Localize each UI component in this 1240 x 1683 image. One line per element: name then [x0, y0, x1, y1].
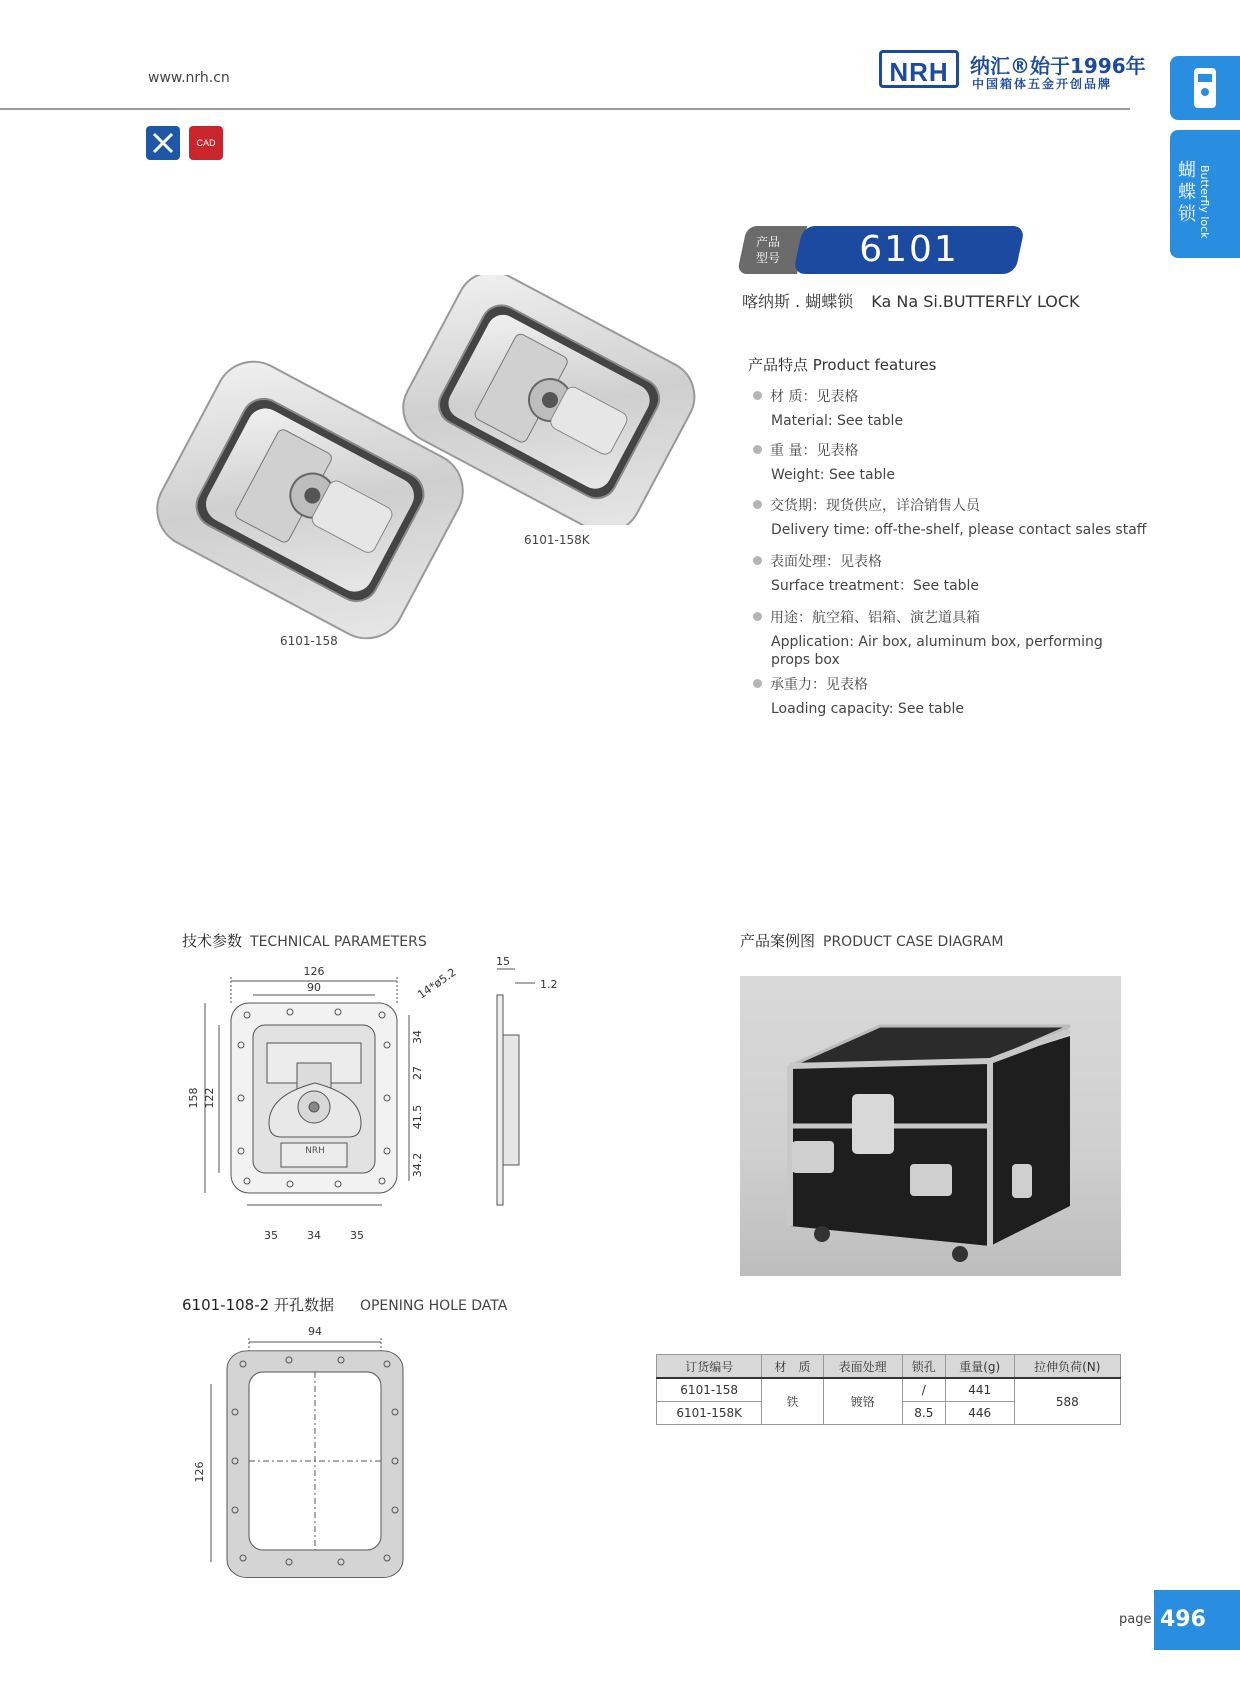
cell-surface: 镀铬: [823, 1378, 902, 1425]
site-url[interactable]: www.nrh.cn: [148, 70, 230, 86]
dim-width-126: 126: [303, 965, 325, 978]
cell-hole: /: [902, 1378, 945, 1402]
feature-surface-cn: 表面处理：见表格: [770, 554, 882, 570]
pencil-ruler-icon: [146, 126, 180, 160]
header-divider: [0, 108, 1130, 110]
cell-hole: 8.5: [902, 1402, 945, 1425]
features-title-en: Product features: [812, 356, 937, 374]
opening-title-cn: 6101-108-2 开孔数据: [182, 1296, 334, 1314]
tech-params-title-en: TECHNICAL PARAMETERS: [250, 934, 427, 950]
feature-loading: [753, 674, 964, 718]
dim-side-1-2: 1.2: [540, 978, 558, 991]
category-tab-label-en: Butterfly lock: [1198, 165, 1211, 239]
brand-logo: NRH: [879, 50, 959, 88]
dim-side-15: 15: [496, 955, 510, 968]
feature-weight-cn: 重 量：见表格: [770, 443, 859, 459]
bullet-icon: [753, 612, 762, 621]
dim-right-34-2: 34.2: [411, 1152, 424, 1178]
bullet-icon: [753, 445, 762, 454]
dim-height-158: 158: [187, 1087, 200, 1109]
feature-material-en: Material: See table: [771, 413, 904, 429]
bullet-icon: [753, 500, 762, 509]
product-photo-6101-158K: [390, 275, 710, 525]
feature-delivery-en: Delivery time: off-the-shelf, please contact sales staff: [771, 522, 1147, 538]
dim-bottom-35a: 35: [264, 1229, 278, 1242]
category-tab-label-cn: 蝴蝶锁: [1178, 160, 1196, 225]
col-lock-hole: 锁孔: [902, 1355, 945, 1379]
lock-icon: [1170, 56, 1240, 120]
product-name-cn: 喀纳斯 . 蝴蝶锁: [742, 292, 854, 311]
dim-right-41-5: 41.5: [411, 1104, 424, 1130]
feature-application-en: Application: Air box, aluminum box, performing props box: [771, 634, 1103, 668]
brand-tagline: 中国箱体五金开创品牌: [972, 77, 1113, 91]
col-order-code: 订货编号: [657, 1355, 762, 1379]
page-label: page: [1119, 1612, 1152, 1627]
brand-slogan: 纳汇®始于1996年: [970, 54, 1146, 78]
case-diagram-title: [740, 930, 1003, 951]
spec-table: [656, 1354, 1121, 1425]
col-surface: 表面处理: [823, 1355, 902, 1379]
table-row: [657, 1378, 1121, 1402]
feature-weight-en: Weight: See table: [771, 467, 895, 483]
dim-bottom-35b: 35: [350, 1229, 364, 1242]
tech-params-title-cn: 技术参数: [182, 932, 243, 950]
col-tensile-load: 拉伸负荷(N): [1014, 1355, 1120, 1379]
spec-table-header: [657, 1355, 1121, 1379]
technical-drawing: [185, 955, 565, 1250]
dim-holes: 14*ø5.2: [415, 965, 459, 1002]
dim-width-90: 90: [307, 981, 321, 994]
cell-material: 铁: [762, 1378, 823, 1425]
feature-surface-en: Surface treatment：See table: [771, 578, 980, 594]
cell-load: 588: [1014, 1378, 1120, 1425]
drawing-logo: NRH: [305, 1146, 325, 1156]
opening-title-en: OPENING HOLE DATA: [359, 1298, 508, 1314]
case-diagram-title-en: PRODUCT CASE DIAGRAM: [823, 934, 1004, 950]
flight-case-image: [740, 976, 1121, 1276]
col-weight: 重量(g): [945, 1355, 1014, 1379]
opening-hole-drawing: [185, 1322, 415, 1582]
cad-download-icon[interactable]: CAD: [189, 126, 223, 160]
bullet-icon: [753, 556, 762, 565]
feature-application-cn: 用途：航空箱、铝箱、演艺道具箱: [770, 610, 980, 626]
dim-bottom-34: 34: [307, 1229, 321, 1242]
feature-application: [753, 607, 1113, 669]
cell-code: 6101-158K: [657, 1402, 762, 1425]
category-tab-icon[interactable]: [1170, 56, 1240, 120]
opening-title: [182, 1294, 507, 1315]
model-number: 6101: [859, 229, 959, 270]
bullet-icon: [753, 679, 762, 688]
case-diagram-title-cn: 产品案例图: [740, 932, 816, 950]
cell-code: 6101-158: [657, 1378, 762, 1402]
tech-params-title: [182, 930, 427, 951]
feature-surface: [753, 551, 979, 595]
feature-delivery-cn: 交货期：现货供应，详洽销售人员: [770, 498, 980, 514]
opening-dim-126: 126: [193, 1461, 206, 1483]
model-label: 产品型号: [756, 235, 781, 265]
product-name: [742, 289, 1080, 312]
features-title: [748, 354, 937, 375]
feature-delivery: [753, 495, 1146, 539]
feature-loading-cn: 承重力：见表格: [770, 677, 868, 693]
case-photo: [740, 976, 1121, 1276]
cell-weight: 441: [945, 1378, 1014, 1402]
dim-right-34: 34: [411, 1030, 424, 1044]
photo-caption-158k: 6101-158K: [524, 533, 590, 547]
dim-right-27: 27: [411, 1066, 424, 1080]
bullet-icon: [753, 391, 762, 400]
feature-material: [753, 386, 903, 430]
features-title-cn: 产品特点: [748, 356, 809, 374]
col-material: 材 质: [762, 1355, 823, 1379]
feature-weight: [753, 440, 895, 484]
cell-weight: 446: [945, 1402, 1014, 1425]
feature-material-cn: 材 质：见表格: [770, 389, 859, 405]
page-number: 496: [1154, 1590, 1240, 1650]
product-name-en: Ka Na Si.BUTTERFLY LOCK: [871, 292, 1080, 311]
dim-height-122: 122: [203, 1087, 216, 1109]
opening-dim-94: 94: [308, 1325, 322, 1338]
photo-caption-158: 6101-158: [280, 634, 338, 648]
feature-loading-en: Loading capacity: See table: [771, 701, 964, 717]
drawing-tools-icon[interactable]: [146, 126, 180, 160]
